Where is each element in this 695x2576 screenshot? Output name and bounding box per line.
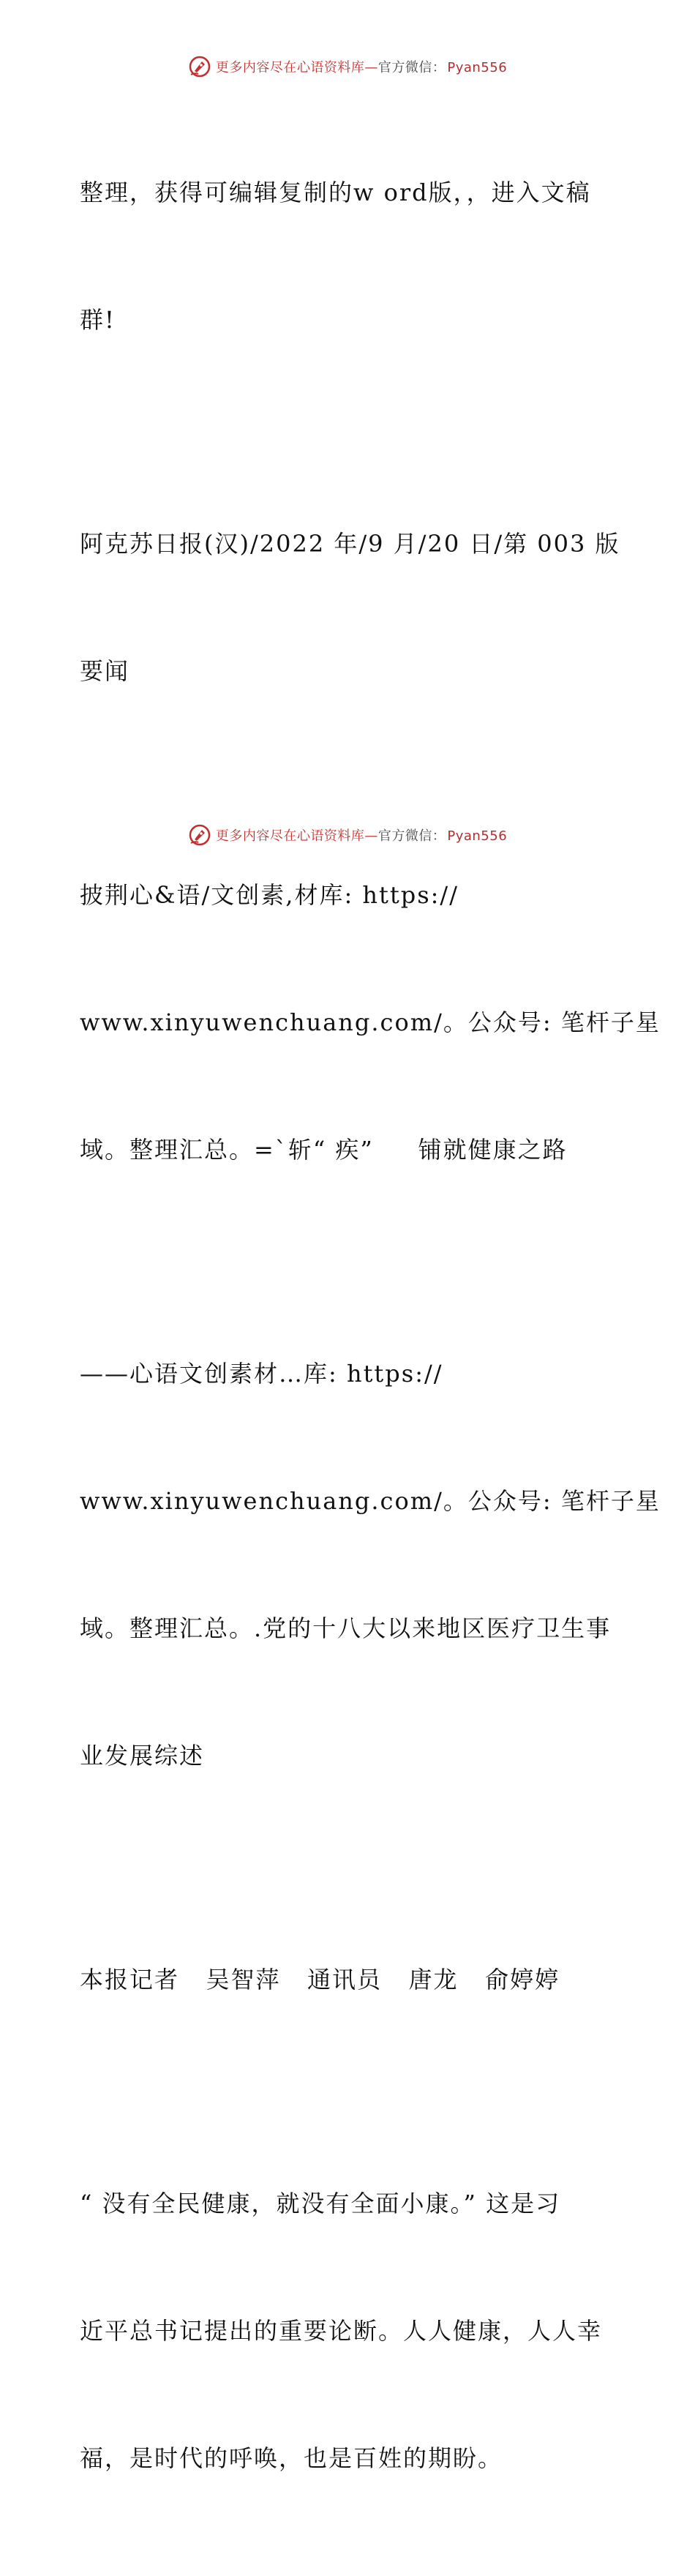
header-official-label: 官方微信： <box>377 60 446 75</box>
text-line: 本报记者 吴智萍 通讯员 唐龙 俞婷婷 <box>80 1966 560 1993</box>
paragraph-source <box>71 438 627 777</box>
text-line: 域。整理汇总。.党的十八大以来地区医疗卫生事 <box>80 1614 612 1642</box>
text-line: www.xinyuwenchuang.com/。公众号: 笔杆子星 <box>80 1487 661 1515</box>
header-dash: — <box>364 60 378 75</box>
text-line: “ 没有全民健康，就没有全面小康。” 这是习 <box>80 2190 561 2217</box>
text-line: 整理，获得可编辑复制的w ord版，，进入文稿 <box>80 179 591 206</box>
text-line: 福，是时代的呼唤，也是百姓的期盼。 <box>80 2444 503 2472</box>
paragraph-byline <box>71 1873 627 2086</box>
footer-banner <box>0 820 695 850</box>
paragraph-intro <box>71 86 627 426</box>
footer-wechat-id: Pyan556 <box>447 828 508 844</box>
header-wechat-id: Pyan556 <box>447 60 508 75</box>
text-line: 要闻 <box>80 657 130 685</box>
text-line: 阿克苏日报(汉)/2022 年/9 月/20 日/第 003 版 <box>80 530 620 558</box>
paragraph-subtitle <box>71 1268 661 1862</box>
paragraph-title <box>71 789 661 1256</box>
document-body <box>71 86 661 2576</box>
text-line: 业发展综述 <box>80 1742 205 1770</box>
header-brand-text: 更多内容尽在心语资料库 <box>215 60 365 75</box>
header-banner <box>0 52 695 81</box>
footer-dash: — <box>364 828 378 844</box>
pen-logo-icon <box>188 823 211 847</box>
footer-official-label: 官方微信： <box>377 828 446 844</box>
text-line: 披荆心&语/文创素,材库: https:// <box>80 881 459 909</box>
pen-logo-icon <box>188 55 211 78</box>
header-banner-text <box>216 57 507 76</box>
text-line: 群! <box>80 306 116 334</box>
footer-banner-text <box>216 825 507 845</box>
footer-brand-text: 更多内容尽在心语资料库 <box>215 828 365 844</box>
paragraph-lead <box>71 2097 627 2564</box>
text-line: www.xinyuwenchuang.com/。公众号: 笔杆子星 <box>80 1008 661 1036</box>
text-line: 域。整理汇总。=`斩“ 疾” 铺就健康之路 <box>80 1136 568 1164</box>
text-line: 近平总书记提出的重要论断。人人健康，人人幸 <box>80 2317 603 2345</box>
text-line: ——心语文创素材…库: https:// <box>80 1360 443 1388</box>
